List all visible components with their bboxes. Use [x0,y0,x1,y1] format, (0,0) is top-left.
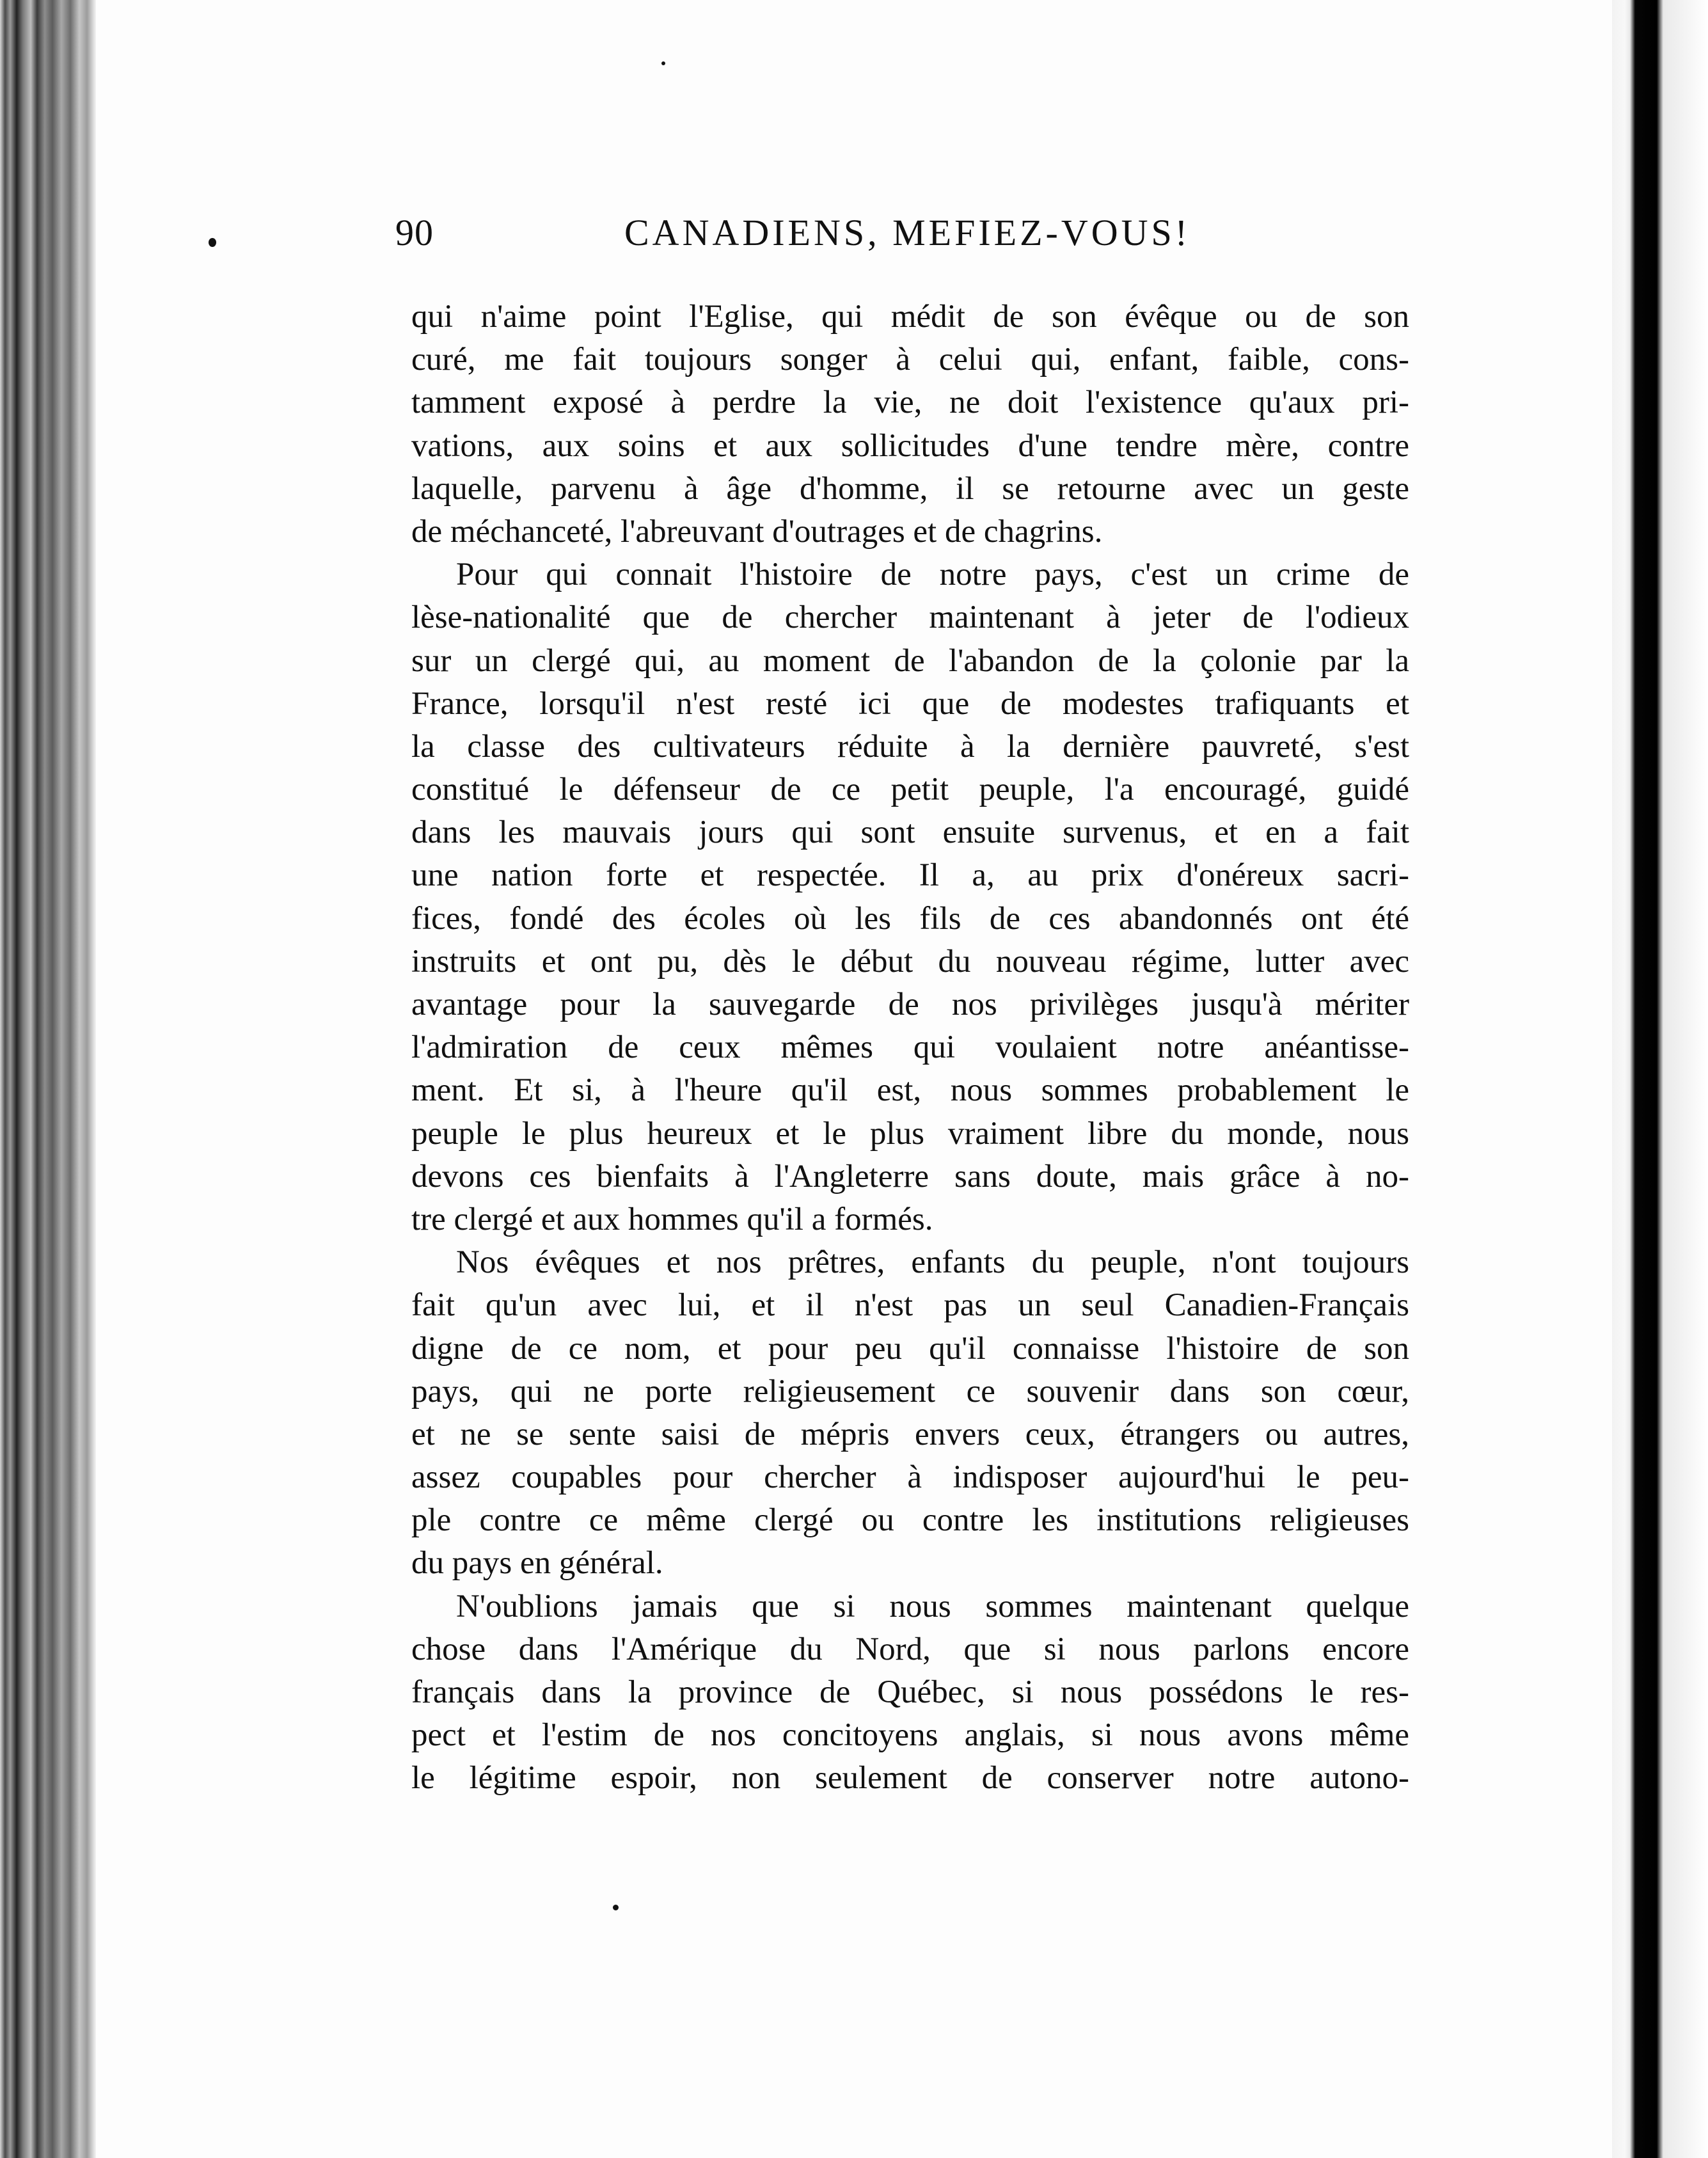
text-line: chose dans l'Amérique du Nord, que si nous parlons encore [411,1631,1409,1667]
text-line: laquelle, parvenu à âge d'homme, il se retourne avec un geste [411,470,1409,507]
scan-speck [209,238,216,247]
text-line: le légitime espoir, non seulement de conserver notre autono- [411,1760,1409,1797]
text-line: dans les mauvais jours qui sont ensuite survenus, et en a fait [411,814,1409,851]
text-line: instruits et ont pu, dès le début du nouveau régime, lutter avec [411,943,1409,980]
text-line: l'admiration de ceux mêmes qui voulaient notre anéantisse- [411,1029,1409,1066]
text-line: peuple le plus heureux et le plus vraiment libre du monde, nous [411,1115,1409,1152]
text-line: Nos évêques et nos prêtres, enfants du peuple, n'ont toujours [456,1244,1409,1281]
text-line: Pour qui connait l'histoire de notre pays, c'est un crime de [456,557,1409,593]
text-line: du pays en général. [411,1545,663,1582]
text-line: N'oublions jamais que si nous sommes maintenant quelque [456,1588,1409,1624]
text-line: pect et l'estim de nos concitoyens anglais, si nous avons même [411,1717,1409,1754]
text-line: fices, fondé des écoles où les fils de ces abandonnés ont été [411,900,1409,937]
text-line: tamment exposé à perdre la vie, ne doit l'existence qu'aux pri- [411,385,1409,421]
text-line: français dans la province de Québec, si nous possédons le res- [411,1674,1409,1710]
text-line: avantage pour la sauvegarde de nos privilèges jusqu'à mériter [411,987,1409,1022]
text-line: curé, me fait toujours songer à celui qui, enfant, faible, cons- [411,342,1409,378]
text-line: pays, qui ne porte religieusement ce souvenir dans son cœur, [411,1373,1409,1409]
text-line: une nation forte et respectée. Il a, au prix d'onéreux sacri- [411,857,1409,894]
left-binding-edge [0,0,96,2158]
scan-speck [613,1905,619,1910]
text-line: ple contre ce même clergé ou contre les institutions religieuses [411,1502,1409,1539]
text-line: vations, aux soins et aux sollicitudes d'une tendre mère, contre [411,427,1409,464]
text-line: fait qu'un avec lui, et il n'est pas un seul Canadien-Français [411,1287,1409,1324]
text-line: la classe des cultivateurs réduite à la dernière pauvreté, s'est [411,728,1409,765]
text-line: et ne se sente saisi de mépris envers ceux, étrangers ou autres, [411,1416,1409,1452]
body-text [411,296,1409,1800]
text-line: de méchanceté, l'abreuvant d'outrages et de chagrins. [411,513,1103,550]
right-page-edge [1612,0,1708,2158]
running-title: CANADIENS, MEFIEZ-VOUS! [624,212,1191,253]
page-number: 90 [395,212,434,253]
text-line: constitué le défenseur de ce petit peuple, l'a encouragé, guidé [411,772,1409,808]
text-line: assez coupables pour chercher à indisposer aujourd'hui le peu- [411,1459,1409,1496]
text-line: ment. Et si, à l'heure qu'il est, nous sommes probablement le [411,1072,1409,1109]
text-line: devons ces bienfaits à l'Angleterre sans doute, mais grâce à no- [411,1158,1409,1194]
text-line: digne de ce nom, et pour peu qu'il connaisse l'histoire de son [411,1330,1409,1367]
text-line: lèse-nationalité que de chercher maintenant à jeter de l'odieux [411,599,1409,636]
running-header [395,211,1483,262]
scan-speck [661,61,665,65]
text-line: sur un clergé qui, au moment de l'abandon de la çolonie par la [411,642,1409,679]
text-line: tre clergé et aux hommes qu'il a formés. [411,1201,933,1237]
text-line: qui n'aime point l'Eglise, qui médit de son évêque ou de son [411,299,1409,335]
text-line: France, lorsqu'il n'est resté ici que de modestes trafiquants et [411,685,1409,722]
